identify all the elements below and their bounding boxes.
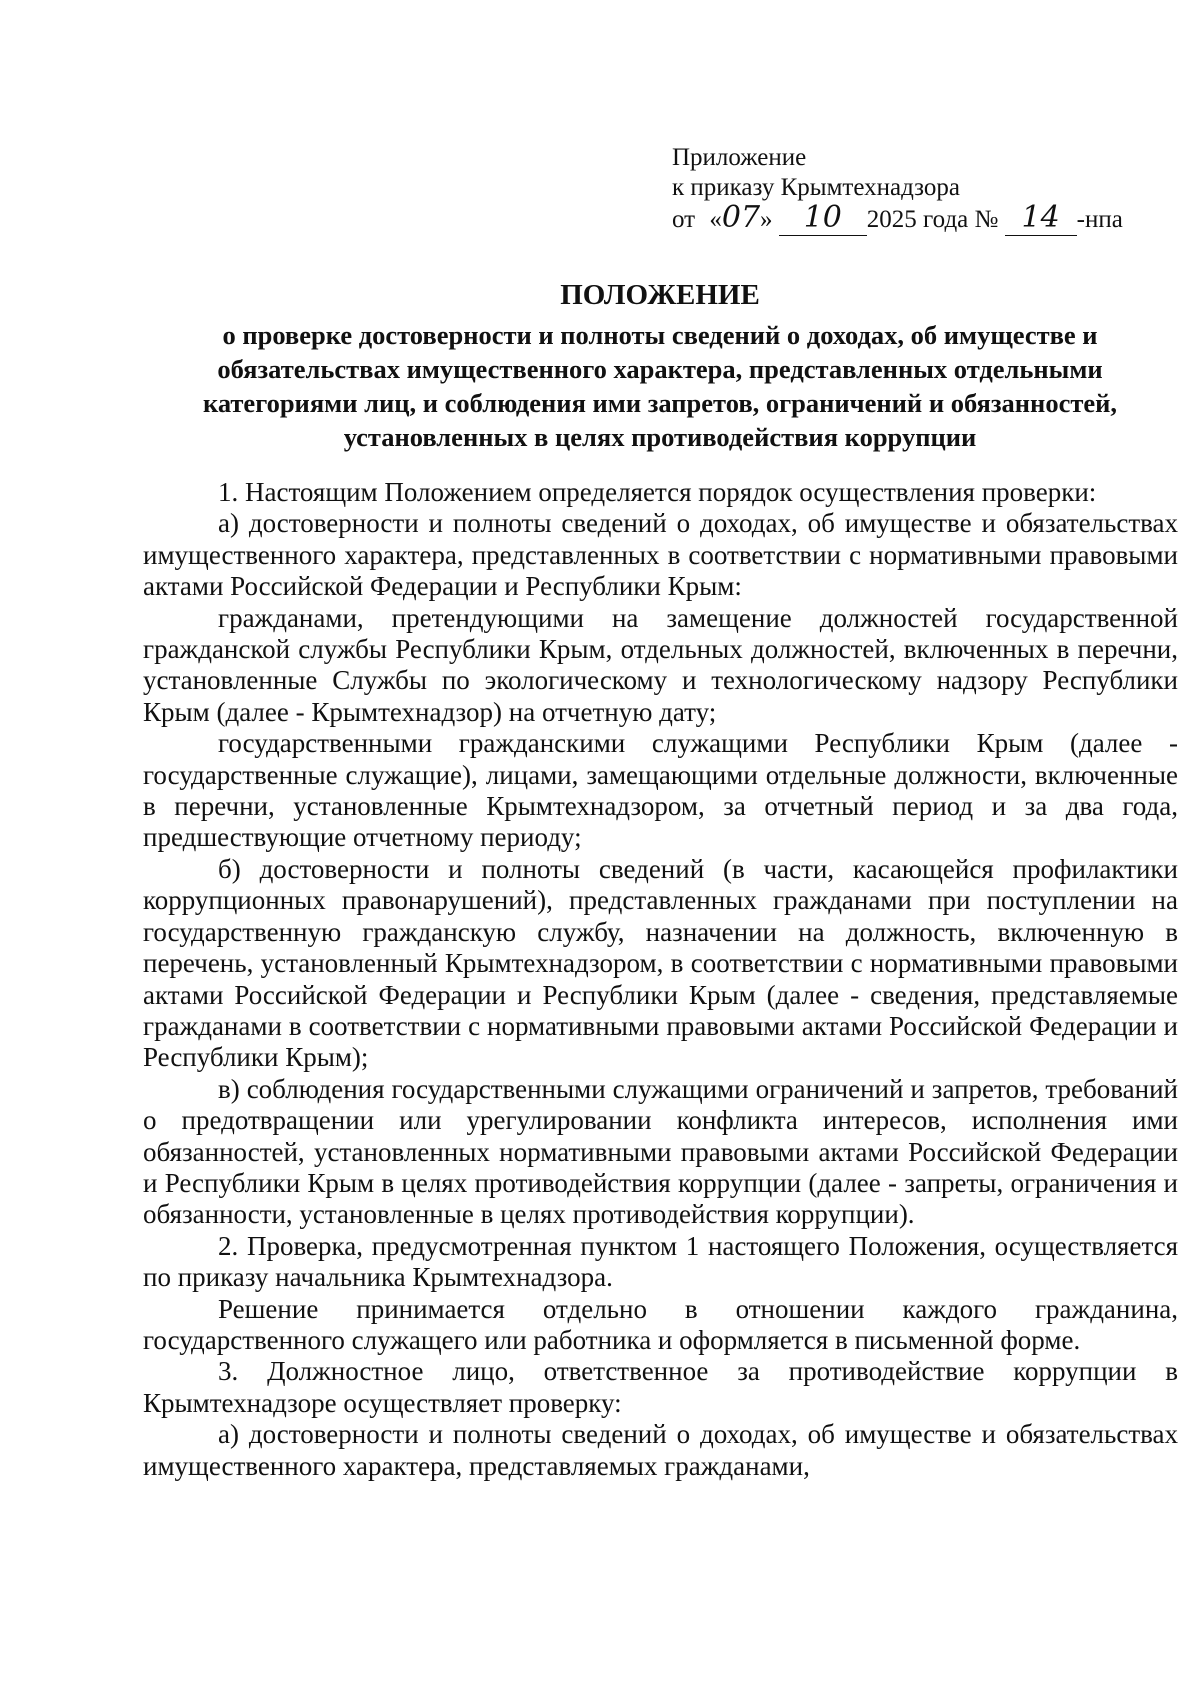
handwritten-number: 14 [1021,200,1060,235]
paragraph: 2. Проверка, предусмотренная пунктом 1 настоящего Положения, осуществляется по приказу начальника Крымтехнадзора. [143,1230,1178,1293]
document-title: ПОЛОЖЕНИЕ [560,279,760,311]
number-blank [1005,200,1077,236]
month-blank [779,200,867,236]
year-text: 2025 года № [866,206,999,233]
appendix-date-line [672,200,1142,236]
paragraph: а) достоверности и полноты сведений о доходах, об имуществе и обязательствах имущественного характера, представленных в соответствии с нормативными правовыми актами Российской Федерации и Республики Крым: [143,508,1178,602]
appendix-label: Приложение [672,144,807,171]
paragraph: б) достоверности и полноты сведений (в части, касающейся профилактики коррупционных правонарушений), представленных гражданами при поступлении на государственную гражданскую службу, назначении на должность, включенную в перечень, установленный Крымтехнадзором, в соответствии с нормативными правовыми актами Российской Федерации и Республики Крым (далее - сведения, представляемые гражданами в соответствии с нормативными правовыми актами Российской Федерации и Республики Крым); [143,853,1178,1073]
paragraph: а) достоверности и полноты сведений о доходах, об имуществе и обязательствах имущественного характера, представляемых гражданами, [143,1419,1178,1481]
paragraph: 3. Должностное лицо, ответственное за противодействие коррупции в Крымтехнадзоре осуществляет проверку: [143,1356,1178,1418]
day-close-quote: » [760,206,773,233]
handwritten-month: 10 [803,200,842,235]
paragraph: гражданами, претендующими на замещение должностей государственной гражданской службы Республики Крым, отдельных должностей, включенных в перечни, установленные Службы по экологическому и технологическому надзору Республики Крым (далее - Крымтехнадзор) на отчетную дату; [143,602,1178,727]
day-open-quote: « [709,206,722,233]
document-body [143,477,1178,1482]
from-label: от [672,206,696,233]
paragraph: в) соблюдения государственными служащими ограничений и запретов, требований о предотвращении или урегулировании конфликта интересов, исполнения ими обязанностей, установленных нормативными правовыми актами Российской Федерации и Республики Крым в целях противодействия коррупции (далее - запреты, ограничения и обязанности, установленные в целях противодействия коррупции). [143,1073,1178,1230]
paragraph: 1. Настоящим Положением определяется порядок осуществления проверки: [218,477,1097,507]
paragraph: государственными гражданскими служащими Республики Крым (далее - государственные служащие), лицами, замещающими отдельные должности, включенные в перечни, установленные Крымтехнадзором, за отчетный период и за два года, предшествующие отчетному периоду; [143,728,1178,853]
number-suffix: -нпа [1076,206,1123,233]
paragraph: Решение принимается отдельно в отношении каждого гражданина, государственного служащего или работника и оформляется в письменной форме. [143,1293,1178,1355]
appendix-order-ref: к приказу Крымтехнадзора [672,174,960,201]
document-subtitle: о проверке достоверности и полноты сведений о доходах, об имуществе и обязательствах имущественного характера, представленных отдельными категориями лиц, и соблюдения ими запретов, ограничений и обязанностей, установленных в целях противодействия коррупции [202,320,1118,452]
appendix-block [672,143,1142,236]
handwritten-day: 07 [721,200,761,235]
